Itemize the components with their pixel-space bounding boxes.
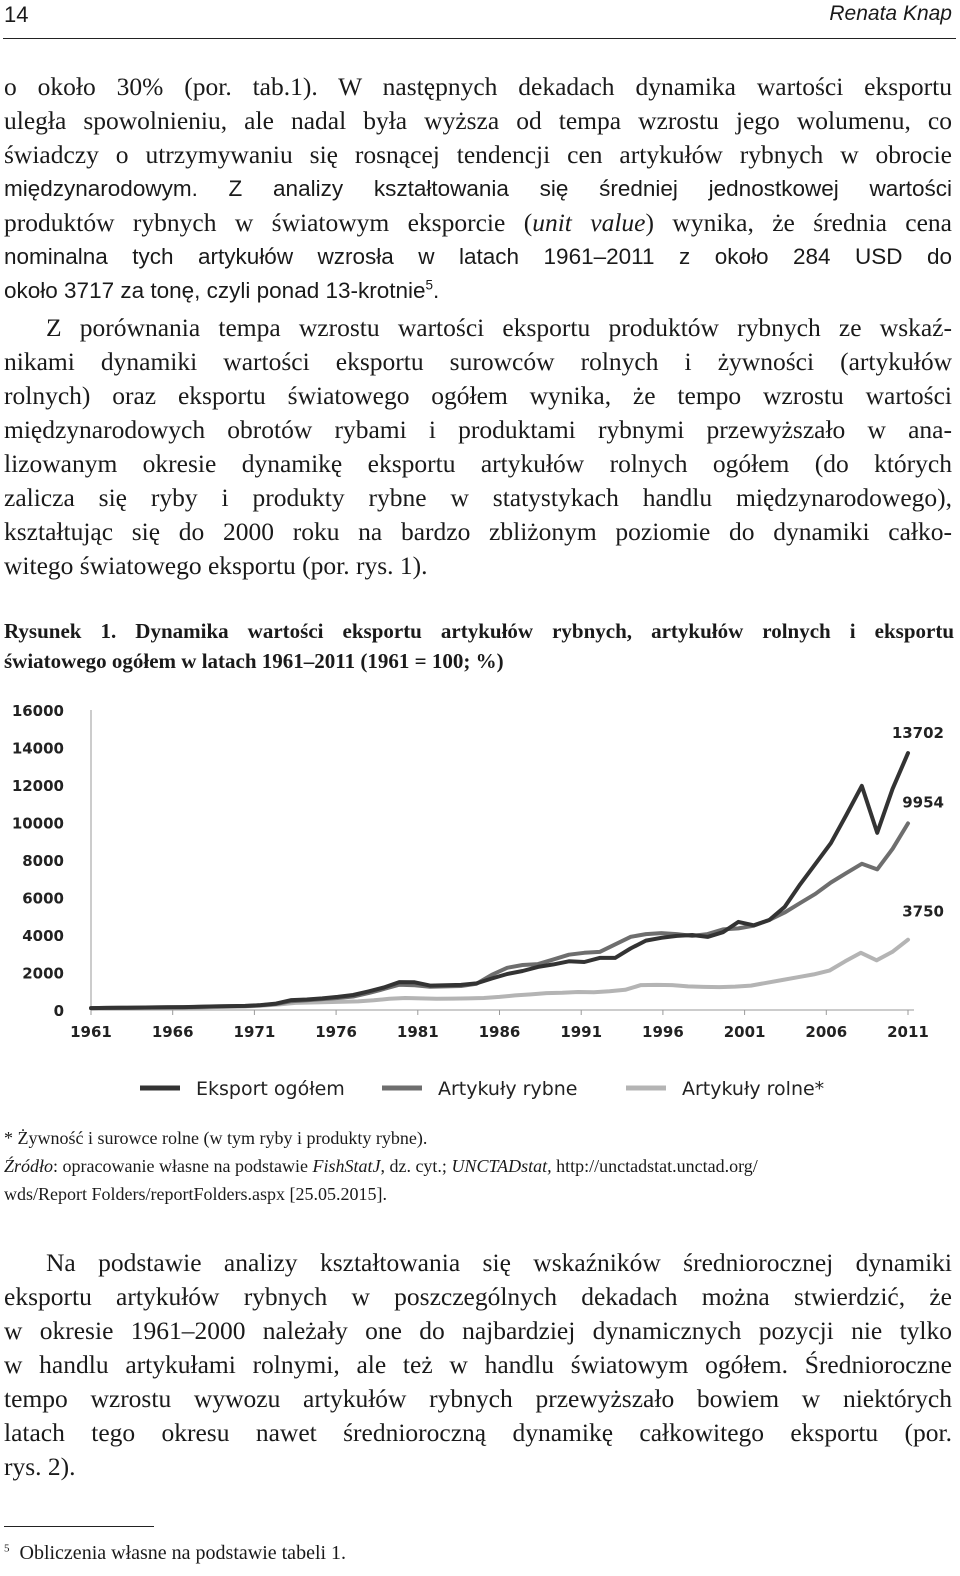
x-tick-label: 1971 [233,1023,276,1041]
unit-value-term: unit value [532,208,646,237]
asterisk-note: * Żywność i surowce rolne (w tym ryby i produkty rybne). [4,1128,428,1148]
caption-line: Rysunek 1. Dynamika wartości eksportu artykułów rybnych, artykułów rolnych i eksportu [4,619,954,643]
running-header-author: Renata Knap [829,2,952,25]
x-tick-label: 2011 [887,1023,929,1041]
text-line: lizowanym okresie dynamikę eksportu artykułów rolnych ogółem (do których [4,449,952,478]
x-tick-label: 1966 [151,1023,194,1041]
end-value-label: 13702 [891,724,944,743]
x-tick-label: 1976 [315,1023,357,1041]
y-tick-label: 0 [53,1002,64,1020]
y-tick-label: 14000 [11,739,64,758]
text-line: witego światowego eksportu (por. rys. 1). [4,551,428,580]
figure-caption [4,616,954,676]
text-line: rolnych) oraz eksportu światowego ogółem wynika, że tempo wzrostu wartości [4,381,952,410]
y-tick-label: 6000 [22,889,64,908]
x-tick-label: 1981 [396,1023,439,1041]
paragraph-3 [4,1246,952,1484]
series-line-3 [91,940,908,1008]
source-note: Źródło: opracowanie własne na podstawie FishStatJ, dz. cyt.; UNCTADstat, http://unctadstat.unctad.org/ [4,1156,758,1176]
x-tick-label: 1961 [70,1023,112,1041]
text-line: eksportu artykułów rybnych w poszczególnych dekadach można stwierdzić, że [4,1282,952,1311]
caption-line: światowego ogółem w latach 1961–2011 (1961 = 100; %) [4,649,504,673]
text-line: w okresie 1961–2000 należały one do najbardziej dynamicznych pozycji nie tylko [4,1316,952,1345]
y-tick-label: 2000 [22,964,64,983]
header-rule [3,38,956,39]
x-tick-label: 1986 [478,1023,521,1041]
x-tick-label: 2006 [805,1023,848,1041]
footnote-rule [4,1526,154,1527]
x-tick-label: 1996 [642,1023,684,1041]
footnote-text: Obliczenia własne na podstawie tabeli 1. [19,1542,347,1564]
y-tick-label: 16000 [11,702,64,720]
source-note-continued: wds/Report Folders/reportFolders.aspx [25.05.2015]. [4,1184,387,1204]
text-line: zalicza się ryby i produkty rybne w statystykach handlu międzynarodowego), [4,483,952,512]
paragraph-1 [4,70,952,308]
y-tick-label: 8000 [22,852,64,870]
export-dynamics-line-chart [0,690,960,1115]
text-line: międzynarodowych obrotów rybami i produktami rybnymi przewyższało w ana- [4,415,952,444]
paragraph-2 [4,311,952,583]
text-line: kształtując się do 2000 roku na bardzo zbliżonym poziomie do dynamiki całko- [4,517,952,546]
text-line: Z porównania tempa wzrostu wartości eksportu produktów rybnych ze wskaź- [46,313,952,342]
legend-label: Eksport ogółem [196,1078,345,1100]
text-line: w handlu artykułami rolnymi, ale też w handlu światowym ogółem. Średnioroczne [4,1350,952,1379]
footnote-ref: 5 [425,277,434,293]
text-line: produktów rybnych w światowym eksporcie (unit value) wynika, że średnia cena [4,208,953,237]
y-tick-label: 12000 [11,777,64,795]
legend-label: Artykuły rybne [438,1078,578,1100]
text-line: latach tego okresu nawet średnioroczną dynamikę całkowitego eksportu (por. [4,1418,952,1447]
footnote [4,1542,346,1565]
y-tick-label: 4000 [22,927,64,945]
text-line: świadczy o utrzymywaniu się rosnącej tendencji cen artykułów rybnych w obrocie [4,140,952,169]
text-line: nikami dynamiki wartości eksportu surowców rolnych i żywności (artykułów [4,347,952,376]
x-tick-label: 2001 [723,1023,766,1041]
end-value-label: 9954 [902,793,944,812]
page-number: 14 [4,2,29,27]
y-tick-label: 10000 [11,814,64,833]
text-line: tempo wzrostu wywozu artykułów rybnych przewyższało bowiem w niektórych [4,1384,952,1413]
text-line: międzynarodowym. Z analizy kształtowania się średniej jednostkowej wartości [4,176,952,201]
x-tick-label: 1991 [560,1023,603,1041]
text-line: Na podstawie analizy kształtowania się wskaźników średniorocznej dynamiki [46,1248,952,1277]
figure-notes [4,1124,954,1208]
legend-label: Artykuły rolne* [682,1078,825,1100]
text-line: o około 30% (por. tab.1). W następnych dekadach dynamika wartości eksportu [4,72,952,101]
text-line: uległa spowolnieniu, ale nadal była wyższa od tempa wzrostu jego wolumenu, co [4,106,952,135]
text-line: około 3717 za tonę, czyli ponad 13-krotnie$^5$. [4,277,440,303]
text-line: nominalna tych artykułów wzrosła w latach 1961–2011 z około 284 USD do [4,244,952,269]
end-value-label: 3750 [902,902,944,921]
text-line: rys. 2). [4,1452,76,1481]
footnote-mark: 5 [4,1542,10,1555]
